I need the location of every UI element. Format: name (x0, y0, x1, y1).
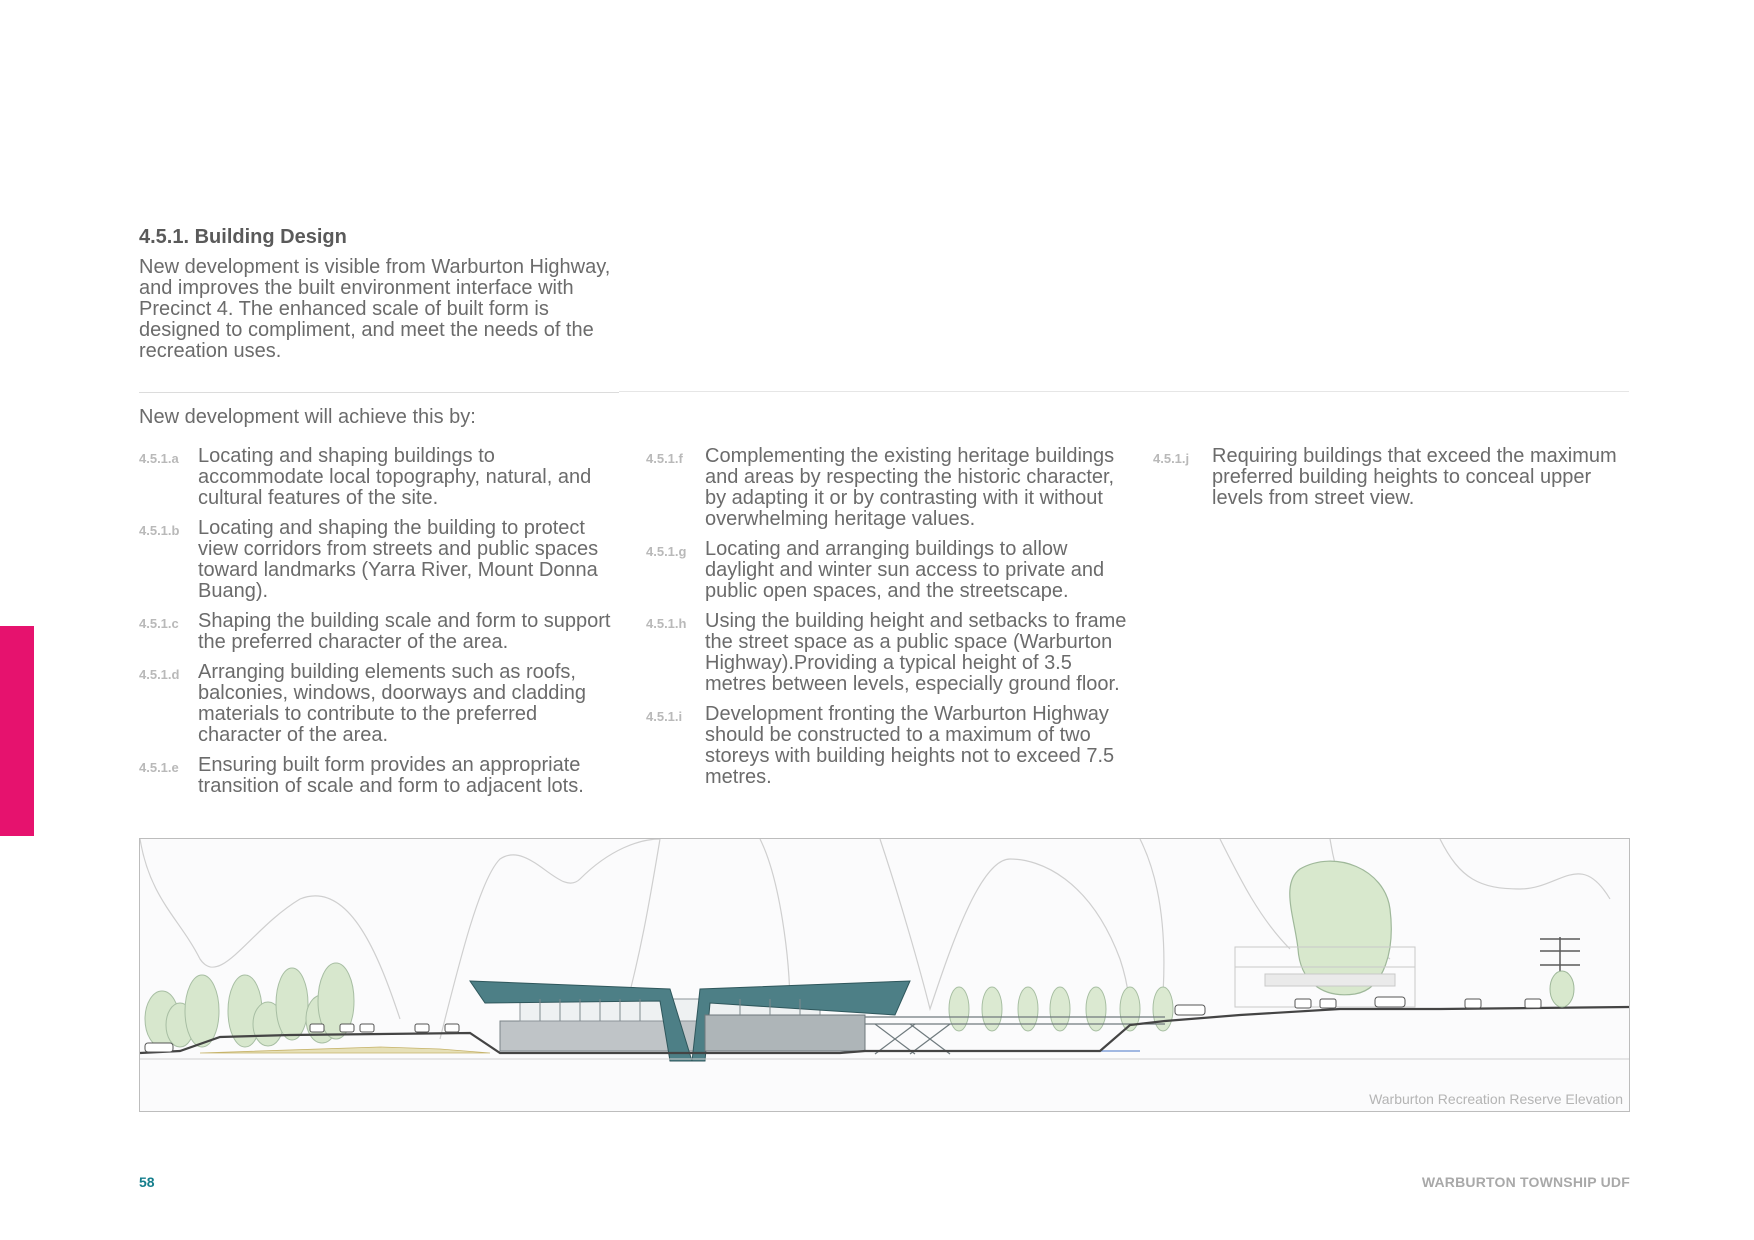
guideline-code: 4.5.1.j (1153, 451, 1190, 466)
guideline-text: Shaping the building scale and form to support the preferred character of the area. (198, 610, 611, 653)
guideline-text: Locating and shaping the building to protect view corridors from streets and public spaces toward landmarks (Yarra River, Mount Donna Buang). (198, 517, 599, 602)
small-tree (1550, 971, 1574, 1007)
guideline-text: Complementing the existing heritage buildings and areas by respecting the historic character, by adapting it or by contrasting with it without overwhelming heritage values. (705, 445, 1115, 530)
guideline-text: Ensuring built form provides an appropriate transition of scale and form to adjacent lots. (198, 754, 584, 797)
guideline-text: Locating and shaping buildings to accommodate local topography, natural, and cultural features of the site. (198, 445, 592, 509)
divider (139, 392, 619, 393)
pavilion-building (470, 981, 910, 1061)
accent-bar (0, 626, 34, 836)
guideline-text: Arranging building elements such as roofs, balconies, windows, doorways and cladding materials to contribute to the preferred character of the area. (198, 661, 587, 746)
guideline-text: Development fronting the Warburton Highway should be constructed to a maximum of two storeys with building heights not to exceed 7.5 metres. (705, 703, 1115, 788)
guideline-item (139, 446, 619, 509)
guideline-code: 4.5.1.i (646, 709, 683, 724)
grandstand-terrace (200, 1047, 490, 1053)
guideline-code: 4.5.1.e (139, 760, 179, 775)
guideline-item (139, 611, 619, 653)
guideline-item (646, 539, 1132, 602)
guideline-code: 4.5.1.h (646, 616, 687, 631)
section-heading: 4.5.1. Building Design (139, 226, 347, 248)
guideline-text: Using the building height and setbacks to frame the street space as a public space (Warburton Highway).Providing a typical height of 3.5 metres between levels, especially ground floor. (705, 610, 1127, 695)
elevation-drawing (140, 839, 1629, 1111)
guideline-code: 4.5.1.g (646, 544, 687, 559)
guideline-item (139, 662, 619, 746)
guideline-code: 4.5.1.b (139, 523, 180, 538)
figure-caption: Warburton Recreation Reserve Elevation (1369, 1091, 1623, 1107)
guideline-item (1153, 446, 1633, 509)
document-title: WARBURTON TOWNSHIP UDF (1421, 1174, 1630, 1190)
guideline-code: 4.5.1.a (139, 451, 179, 466)
divider (619, 391, 1629, 392)
guideline-column-3 (1153, 446, 1633, 518)
guideline-column-2 (646, 446, 1132, 797)
guideline-text: Requiring buildings that exceed the maximum preferred building heights to conceal upper levels from street view. (1212, 445, 1617, 509)
guideline-item (646, 611, 1132, 695)
lead-text: New development will achieve this by: (139, 406, 476, 428)
guideline-item (646, 704, 1132, 788)
guideline-code: 4.5.1.f (646, 451, 683, 466)
guideline-code: 4.5.1.d (139, 667, 180, 682)
guideline-text: Locating and arranging buildings to allow daylight and winter sun access to private and public open spaces, and the streetscape. (705, 538, 1105, 602)
guideline-item (139, 755, 619, 797)
guideline-item (646, 446, 1132, 530)
elevation-figure (139, 838, 1630, 1112)
deck-structure (865, 1017, 1165, 1054)
guideline-item (139, 518, 619, 602)
guideline-code: 4.5.1.c (139, 616, 179, 631)
section-intro: New development is visible from Warburton Highway, and improves the built environment interface with Precinct 4. The enhanced scale of built form is designed to compliment, and meet the needs of the recreation uses. (139, 256, 611, 362)
guideline-column-1 (139, 446, 619, 806)
page-number: 58 (139, 1174, 155, 1190)
